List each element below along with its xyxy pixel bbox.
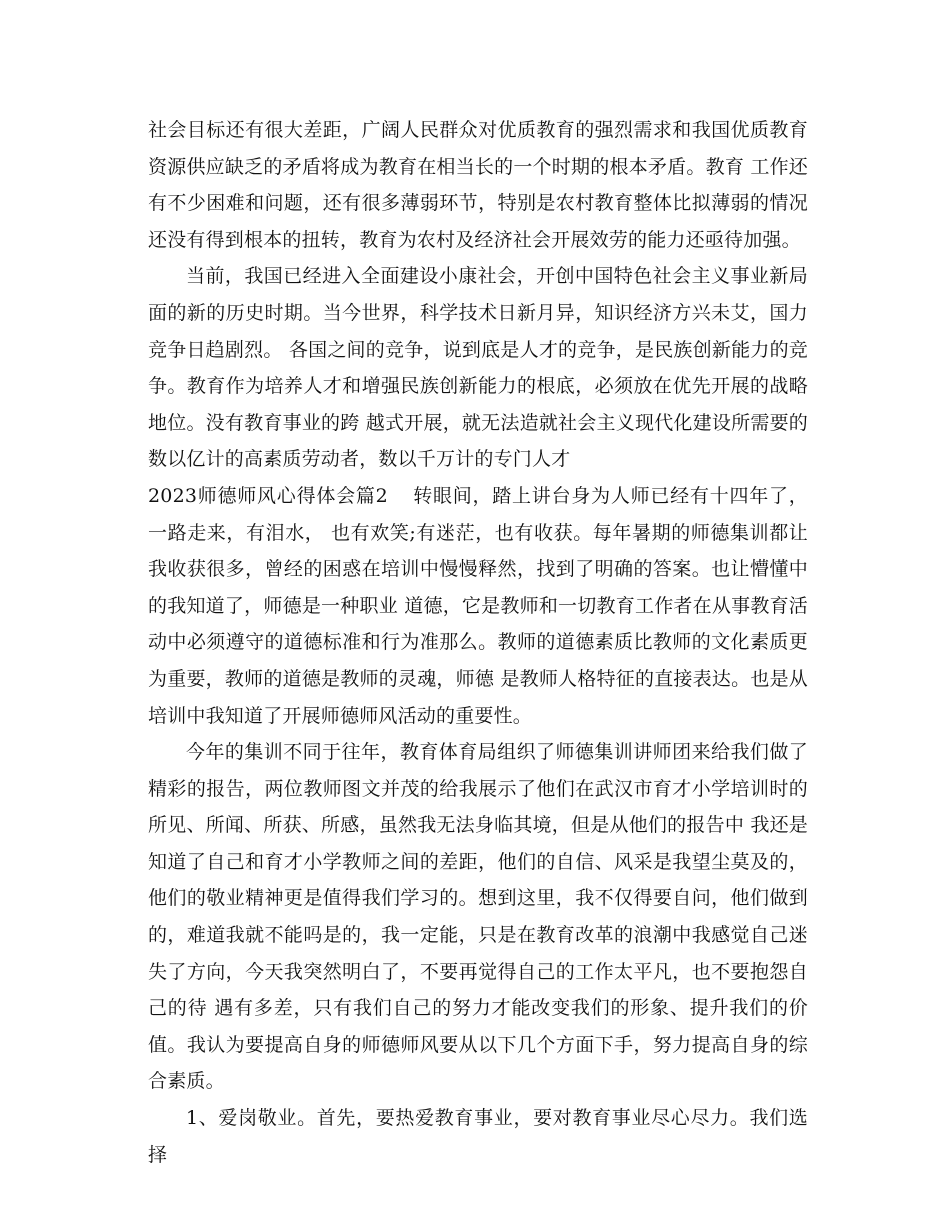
paragraph-3-body: 转眼间，踏上讲台身为人师已经有十四年了，一路走来，有泪水， 也有欢笑;有迷茫，也有收获。每年暑期的师德集训都让我收获很多，曾经的困惑在培训中慢慢释然，找到了明确的答案。也让懵懂中的我知道了，师德是一种职业 道德，它是教师和一切教育工作者在从事教育活动中必须遵守的道德标准和行为准那么。教师的道德素质比教师的文化素质更为重要，教师的道德是教师的灵魂，师德 是教师人格特征的直接表达。也是从培训中我知道了开展师德师风活动的重要性。	[148, 484, 808, 727]
paragraph-5: 1、爱岗敬业。首先，要热爱教育事业，要对教育事业尽心尽力。我们选择	[148, 1107, 808, 1166]
paragraph-3	[148, 478, 808, 734]
document-page	[148, 112, 808, 1173]
paragraph-2: 当前，我国已经进入全面建设小康社会，开创中国特色社会主义事业新局面的新的历史时期。当今世界，科学技术日新月异，知识经济方兴未艾，国力竞争日趋剧烈。 各国之间的竞争，说到底是人才的竞争，是民族创新能力的竞争。教育作为培养人才和增强民族创新能力的根底，必须放在优先开展的战略地位。没有教育事业的跨 越式开展，就无法造就社会主义现代化建设所需要的数以亿计的高素质劳动者，数以千万计的专门人才	[148, 265, 808, 471]
paragraph-4: 今年的集训不同于往年，教育体育局组织了师德集训讲师团来给我们做了精彩的报告，两位教师图文并茂的给我展示了他们在武汉市育才小学培训时的所见、所闻、所获、所感，虽然我无法身临其境，但是从他们的报告中 我还是知道了自己和育才小学教师之间的差距，他们的自信、风采是我望尘莫及的，他们的敬业精神更是值得我们学习的。想到这里，我不仅得要自问，他们做到 的，难道我就不能吗是的，我一定能，只是在教育改革的浪潮中我感觉自己迷失了方向，今天我突然明白了，不要再觉得自己的工作太平凡，也不要抱怨自己的待 遇有多差，只有我们自己的努力才能改变我们的形象、提升我们的价值。我认为要提高自身的师德师风要从以下几个方面下手，努力提高自身的综合素质。	[148, 741, 808, 1093]
section-heading: 2023师德师风心得体会篇2	[148, 484, 388, 507]
paragraph-1: 社会目标还有很大差距，广阔人民群众对优质教育的强烈需求和我国优质教育资源供应缺乏的矛盾将成为教育在相当长的一个时期的根本矛盾。教育 工作还有不少困难和问题，还有很多薄弱环节，特别是农村教育整体比拟薄弱的情况还没有得到根本的扭转，教育为农村及经济社会开展效劳的能力还亟待加强。	[148, 119, 808, 251]
